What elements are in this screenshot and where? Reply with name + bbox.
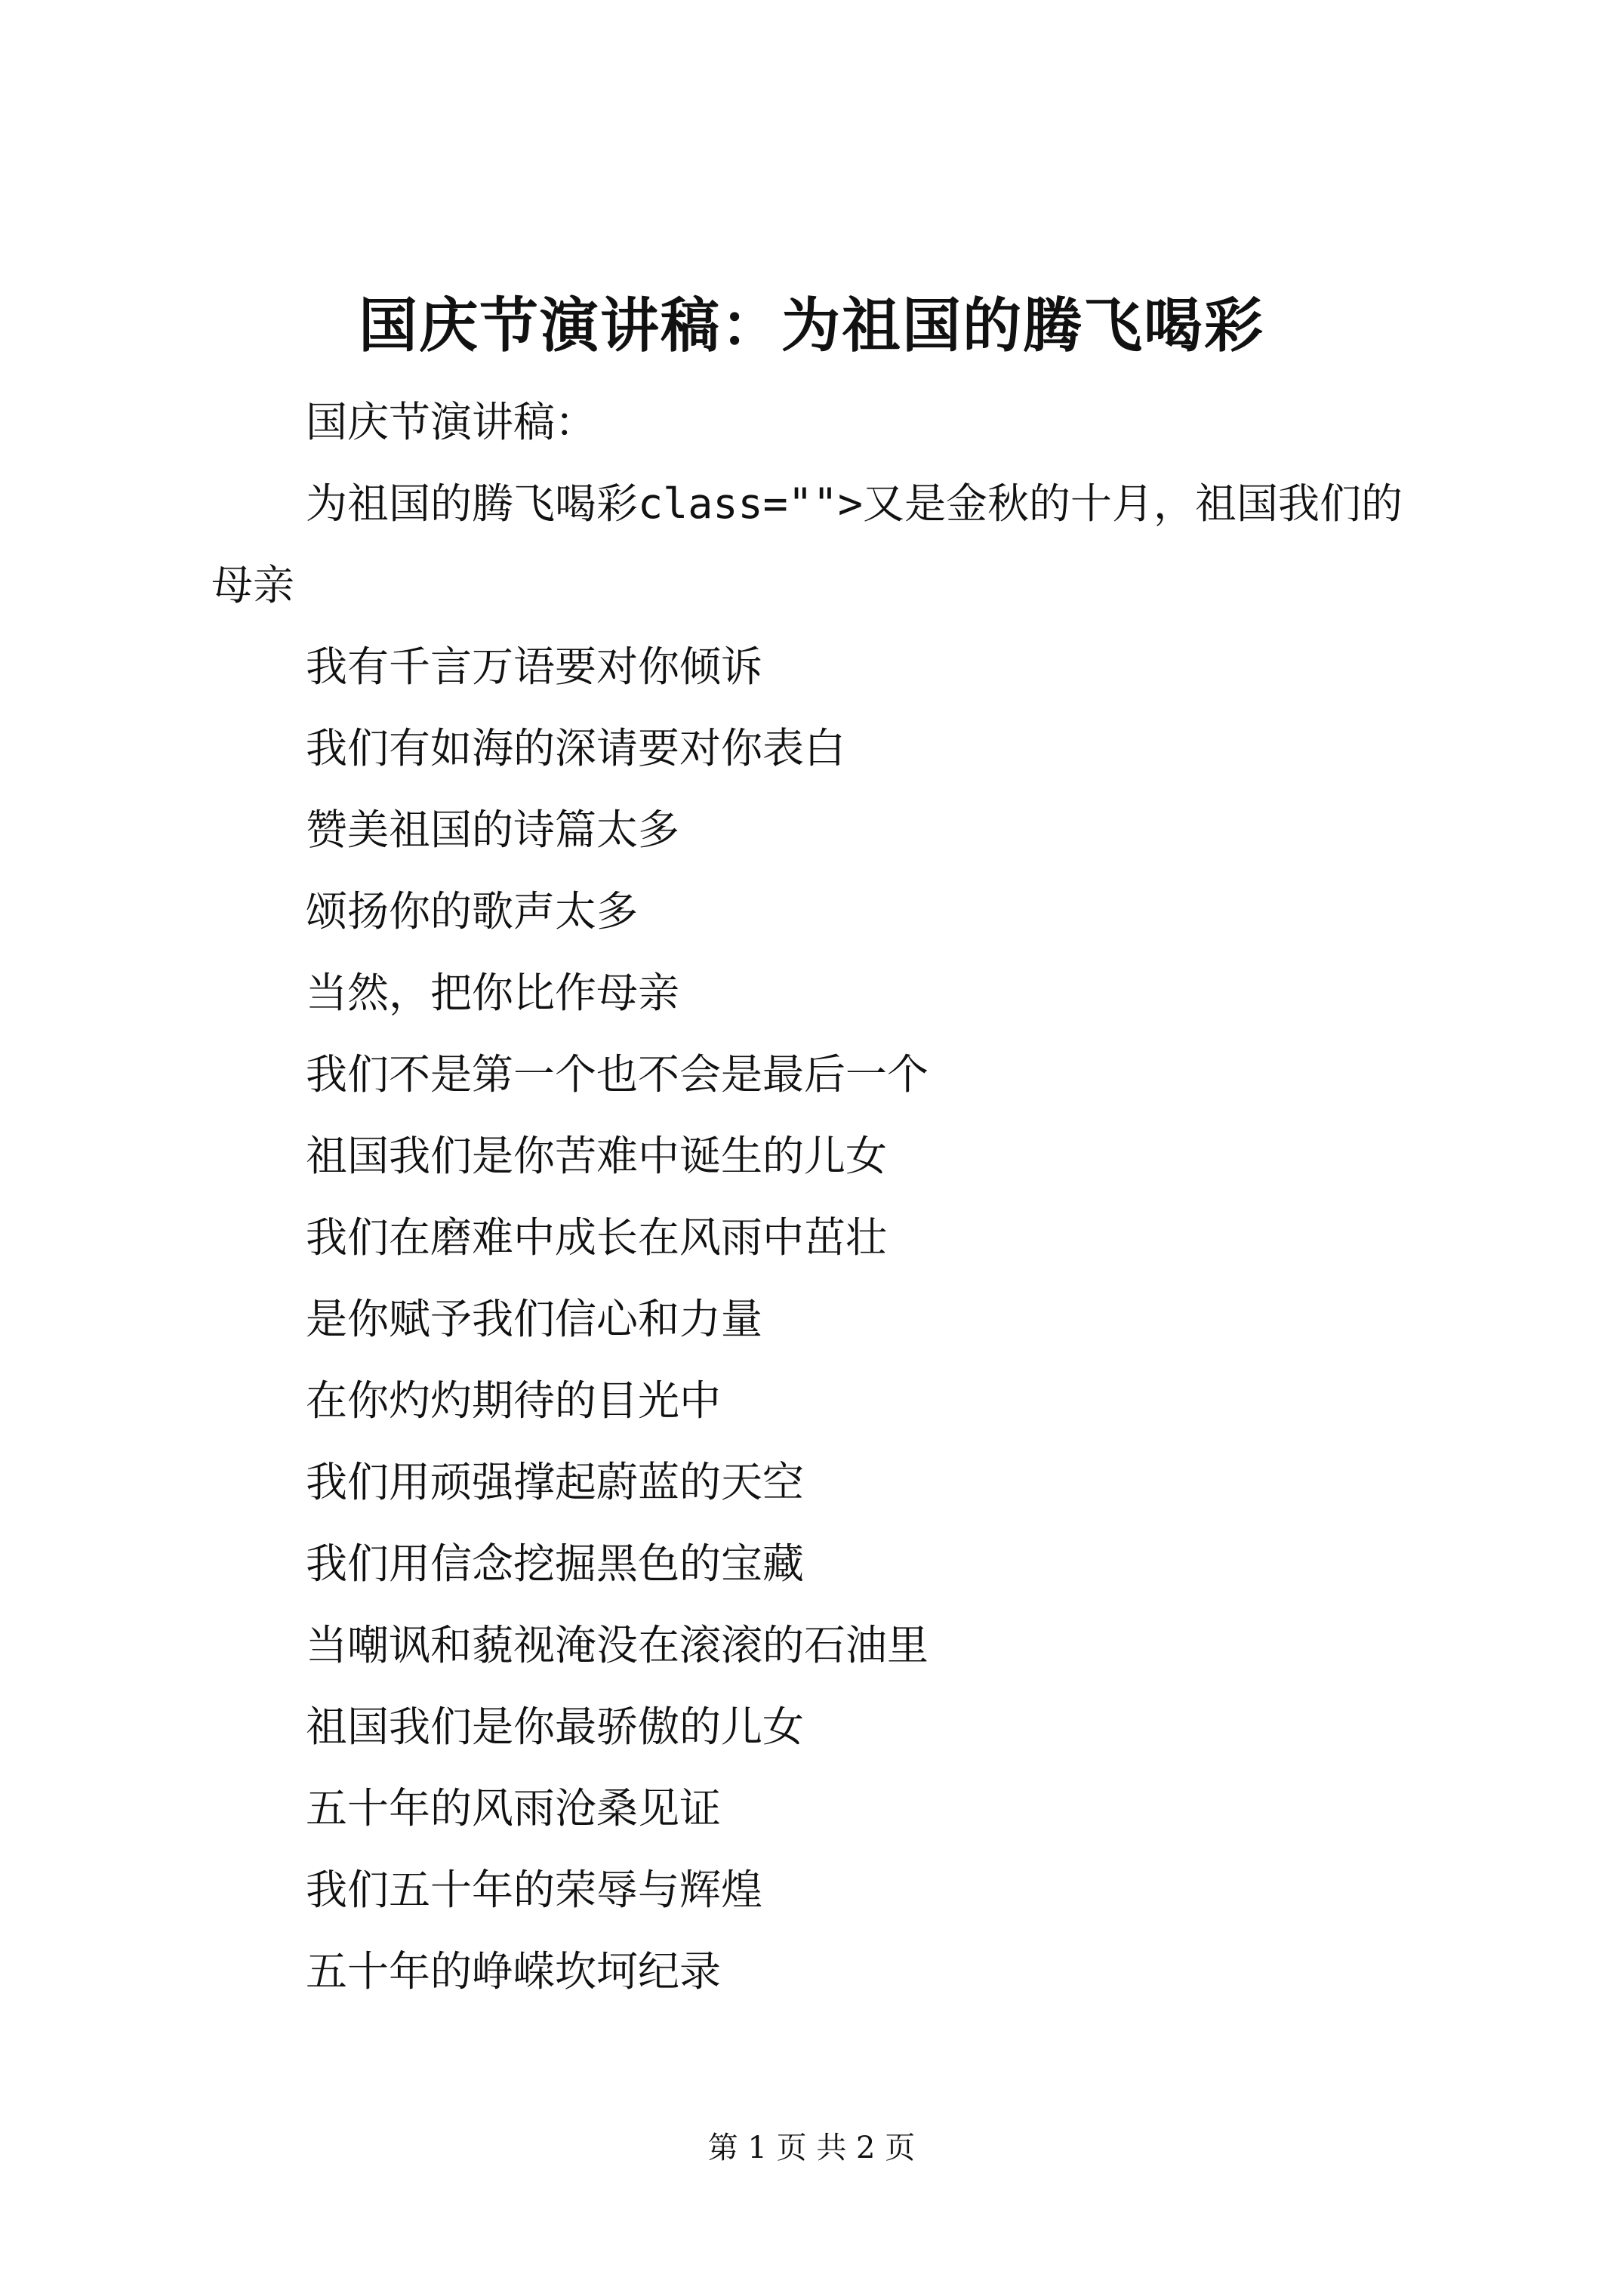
document-body xyxy=(211,381,1442,2012)
paragraph: 当嘲讽和藐视淹没在滚滚的石油里 xyxy=(306,1621,929,1669)
paragraph: 五十年的风雨沧桑见证 xyxy=(306,1784,722,1832)
paragraph: 祖国我们是你苦难中诞生的儿女 xyxy=(306,1132,888,1180)
paragraph: 我有千言万语要对你倾诉 xyxy=(306,643,763,691)
paragraph: 我们用顽强撑起蔚蓝的天空 xyxy=(306,1458,805,1506)
paragraph: 我们用信念挖掘黑色的宝藏 xyxy=(306,1539,805,1588)
paragraph: 我们不是第一个也不会是最后一个 xyxy=(306,1050,929,1099)
paragraph: 祖国我们是你最骄傲的儿女 xyxy=(306,1703,805,1751)
paragraph: 我们有如海的深请要对你表白 xyxy=(306,724,846,772)
paragraph: 是你赋予我们信心和力量 xyxy=(306,1295,763,1343)
paragraph: 我们在磨难中成长在风雨中茁壮 xyxy=(306,1213,888,1262)
page-footer: 第 1 页 共 2 页 xyxy=(707,2131,916,2165)
document-title: 国庆节演讲稿：为祖国的腾飞喝彩 xyxy=(358,291,1264,360)
paragraph: 赞美祖国的诗篇太多 xyxy=(306,806,680,854)
paragraph: 国庆节演讲稿： xyxy=(306,398,597,446)
paragraph: 为祖国的腾飞喝彩class="">又是金秋的十月，祖国我们的母亲 xyxy=(211,479,1403,609)
paragraph: 在你灼灼期待的目光中 xyxy=(306,1376,722,1425)
paragraph: 当然，把你比作母亲 xyxy=(306,969,680,1017)
paragraph: 我们五十年的荣辱与辉煌 xyxy=(306,1866,763,1914)
paragraph: 颂扬你的歌声太多 xyxy=(306,887,639,935)
paragraph: 五十年的峥嵘坎坷纪录 xyxy=(306,1947,722,1996)
